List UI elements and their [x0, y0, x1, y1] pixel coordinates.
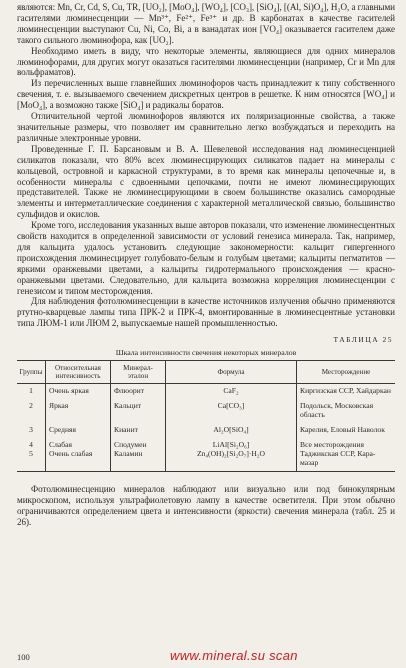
cell-intensity: Очень яркая: [46, 384, 111, 400]
cell-formula: LiAl[Si₂O₆] Zn₄(OH)₂[Si₂O₇]·H₂O: [166, 438, 297, 472]
header-intensity: Относительная интенсивность: [46, 361, 111, 384]
table-label: ТАБЛИЦА 25: [333, 335, 393, 345]
cell-intensity: Средняя: [46, 423, 111, 438]
paragraph-4: Отличительной чертой люминофоров являются их поляризационные свойства, а также значительные размеры, что позволяет им сравнительно легко возбуждаться и переходить на различные электронные уровни.: [17, 111, 395, 143]
paragraph-2: Необходимо иметь в виду, что некоторые элементы, являющиеся для одних минералов люминофорами, для других могут оказаться гасителями люминесценции (например, Cr и Mn для вольфраматов).: [17, 45, 395, 78]
table-row: [17, 423, 395, 438]
cell-intensity: Слабая Очень слабая: [46, 438, 111, 472]
cell-group: 1: [29, 386, 33, 396]
table-row: [17, 384, 395, 400]
paragraph-3: Из перечисленных выше главнейших люминофоров часть принадлежит к типу собственного свечения, т. е. вызываемого свечением дискретных центров в решетке. К ним относятся [WO₄] и [MoO₄], а возможно также [SiO₄] и радикалы боратов.: [17, 78, 395, 111]
closing-paragraph: Фотолюминесценцию минералов наблюдают или визуально или под бинокулярным микроскопом, используя ультрафиолетовую лампу в качестве осветителя. При этом обычно ограничиваются определением цвета и интенсивности (яркости) свечения минерала (табл. 25 и 26).: [17, 484, 395, 527]
table-header-row: [17, 361, 395, 384]
page-content: [17, 2, 395, 528]
header-formula: Формула: [166, 361, 297, 384]
table-caption: Шкала интенсивности свечения некоторых минералов: [115, 348, 297, 358]
cell-group: 4 5: [17, 438, 46, 472]
table-body: [17, 384, 395, 472]
paragraph-5: Проведенные Г. П. Барсановым и В. А. Шевелевой исследования над люминесценцией силикатов показали, что 80% всех люминесцирующих силикатов падает на минералы с кольцевой, островной и каркасной структурами, в то время как минералы цепочечные и, в особенности минералы с сдвоенными цепочками, почти не имеют люминесцирующих представителей. Также не люминесцирующими в своем большинстве оказались самородные элементы и интерметаллические соединения с характерной металлической связью, большинство сульфидов и окислов.: [17, 143, 395, 220]
cell-intensity: Яркая: [46, 399, 111, 423]
luminescence-table: [17, 360, 395, 472]
cell-formula: CaF₂: [166, 384, 297, 400]
scan-watermark: www.mineral.su scan: [170, 648, 298, 663]
paragraph-1: являются: Mn, Cr, Cd, S, Cu, TR, [UO₂], [MoO₄], [WO₄], [CO₃], [SiO₄], [(Al, Si)O₄], H₂O, а главными гасителями люминесценции — Mn³⁺, Fe²⁺, Fe³⁺ и др. В карбонатах в качестве гасителей люминесценции выступают Cu, Ni, Co, Bi, а в ванадатах ион [VO₄] оказывается гасителем даже такого сильного люминофора, как [UO₂].: [17, 2, 395, 45]
table-row: [17, 438, 395, 472]
cell-mineral: Флюорит: [111, 384, 166, 400]
table-row: [17, 399, 395, 423]
cell-group: 2: [29, 401, 33, 411]
cell-formula: Ca[CO₃]: [166, 399, 297, 423]
cell-deposit: Карелия, Еловый Наволок: [297, 423, 396, 438]
page-number: 100: [17, 652, 30, 662]
cell-formula: Al₂O[SiO₄]: [166, 423, 297, 438]
cell-deposit: Киргизская ССР, Хайдаркан: [297, 384, 396, 400]
cell-deposit: Подольск, Московская область: [297, 399, 396, 423]
cell-mineral: Кальцит: [111, 399, 166, 423]
cell-mineral: Сподумен Каламин: [111, 438, 166, 472]
header-mineral: Минерал-эталон: [111, 361, 166, 384]
paragraph-6: Кроме того, исследования указанных выше авторов показали, что изменение люминесцентных свойств находится в определенной зависимости от условий генезиса минерала. Так, например, для кальцита удалось установить следующие закономерности: кальцит гипергенного происхождения люминесцирует голубовато-белым и голубым цветами; кальциты пегматитов — яркими оранжевыми цветами, а кальциты гидротермального происхождения — красно-оранжевыми цветами. Следовательно, для кальцита возможна корреляция люминесценции с генезисом и типом месторождения.: [17, 220, 395, 296]
cell-deposit: Все месторождения Таджикская ССР, Кара-мазар: [297, 438, 396, 472]
cell-group: 3: [29, 425, 33, 435]
paragraph-7: Для наблюдения фотолюминесценции в качестве источников излучения обычно применяются ртутно-кварцевые лампы типа ПРК-2 и ПРК-4, вмонтированные в люминесцентные установки типа ЛЮМ-1 или ЛЮМ 2, выпускаемые нашей промышленностью.: [17, 296, 395, 329]
header-deposit: Месторождение: [297, 361, 396, 384]
header-group: Группы: [17, 361, 46, 384]
cell-mineral: Кианит: [111, 423, 166, 438]
